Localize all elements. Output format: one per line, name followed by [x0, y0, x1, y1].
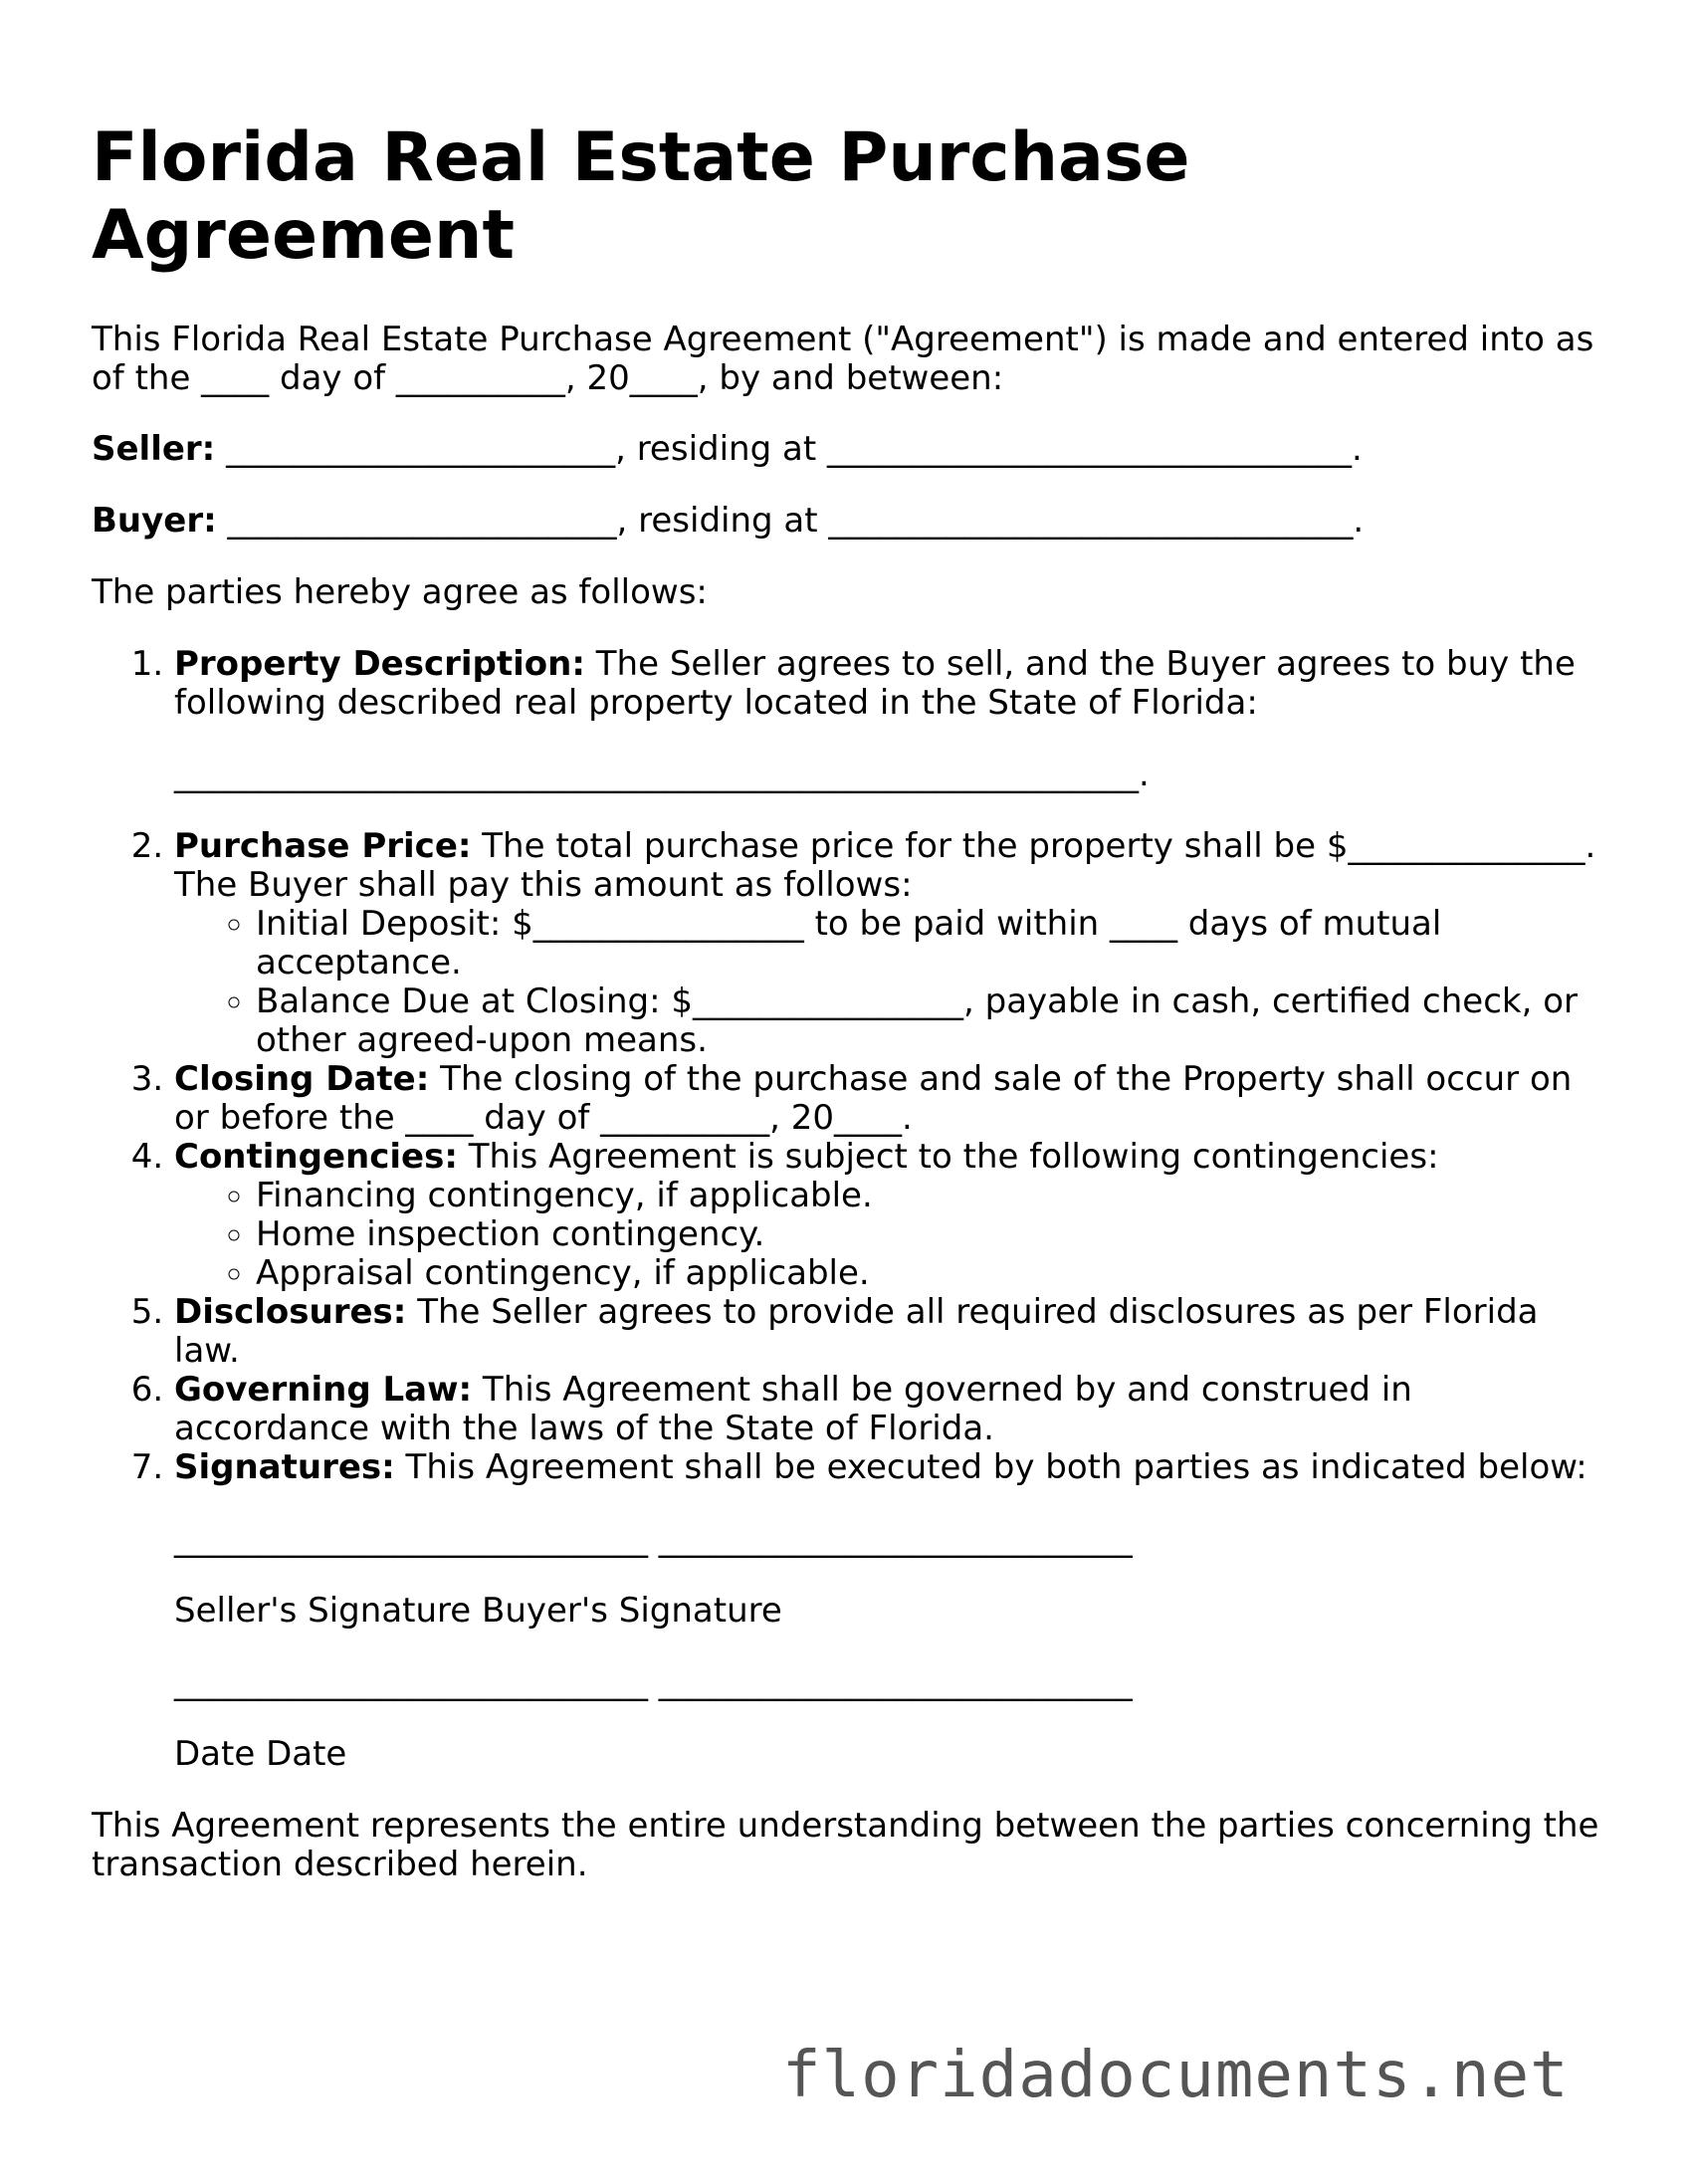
sub-item-balance-due: ◦ Balance Due at Closing: $________________, payable in cash, certified check, or other agreed-upon means.: [256, 983, 1604, 1060]
term-purchase-price: [174, 827, 1604, 1060]
term-text: The total purchase price for the property shall be $______________. The Buyer shall pay this amount as follows:: [174, 826, 1596, 905]
sub-item-initial-deposit: ◦ Initial Deposit: $________________ to be paid within ____ days of mutual acceptance.: [256, 905, 1604, 983]
term-label: Governing Law:: [174, 1370, 473, 1410]
term-text: This Agreement shall be executed by both parties as indicated below:: [394, 1447, 1587, 1487]
term-text: The Seller agrees to provide all required disclosures as per Florida law.: [174, 1292, 1539, 1371]
term-label: Purchase Price:: [174, 826, 472, 866]
term-contingencies: [174, 1138, 1604, 1293]
seller-label: Seller:: [92, 429, 216, 469]
term-disclosures: [174, 1293, 1604, 1371]
sub-item-appraisal: ◦ Appraisal contingency, if applicable.: [256, 1254, 1604, 1293]
buyer-text: _______________________, residing at _______________________________.: [216, 501, 1365, 541]
term-label: Closing Date:: [174, 1059, 430, 1099]
term-text: The Seller agrees to sell, and the Buyer agrees to buy the following described real property located in the State of Florida:: [174, 644, 1576, 723]
signature-labels: Seller's Signature Buyer's Signature: [174, 1591, 782, 1631]
date-labels: Date Date: [174, 1734, 347, 1774]
agree-text: The parties hereby agree as follows:: [92, 572, 708, 612]
terms-list: [92, 645, 1604, 1774]
term-label: Property Description:: [174, 644, 585, 684]
document-page: [92, 119, 1604, 1884]
contingency-list: [174, 1177, 1604, 1293]
term-signatures: [174, 1448, 1604, 1774]
term-text: This Agreement shall be governed by and construed in accordance with the laws of the State of Florida.: [174, 1370, 1412, 1448]
document-title: Florida Real Estate Purchase Agreement: [92, 118, 1190, 275]
sub-item-inspection: ◦ Home inspection contingency.: [256, 1215, 1604, 1254]
term-label: Contingencies:: [174, 1137, 458, 1177]
buyer-line: [92, 502, 1604, 541]
payment-list: [174, 905, 1604, 1060]
term-text: The closing of the purchase and sale of the Property shall occur on or before the ____ day of __________, 20____.: [174, 1059, 1573, 1138]
seller-line: [92, 430, 1604, 469]
signature-block: [174, 1520, 1604, 1774]
term-governing-law: [174, 1371, 1604, 1448]
buyer-label: Buyer:: [92, 501, 217, 541]
intro-paragraph: This Florida Real Estate Purchase Agreement ("Agreement") is made and entered into as of the ____ day of __________, 20____, by and between:: [92, 320, 1594, 398]
property-blank-line: _________________________________________________________.: [174, 755, 1150, 794]
term-label: Signatures:: [174, 1447, 395, 1487]
term-closing-date: [174, 1060, 1604, 1138]
date-lines: ____________________________ ____________________________: [174, 1662, 1133, 1702]
term-label: Disclosures:: [174, 1292, 407, 1332]
signature-lines: ____________________________ ____________________________: [174, 1519, 1133, 1559]
watermark-text: floridadocuments.net: [782, 2039, 1570, 2112]
sub-item-financing: ◦ Financing contingency, if applicable.: [256, 1177, 1604, 1215]
seller-text: _______________________, residing at _______________________________.: [215, 429, 1363, 469]
closing-paragraph: This Agreement represents the entire understanding between the parties concerning the transaction described herein.: [92, 1806, 1599, 1884]
term-text: This Agreement is subject to the following contingencies:: [457, 1137, 1439, 1177]
term-property-description: [174, 645, 1604, 794]
